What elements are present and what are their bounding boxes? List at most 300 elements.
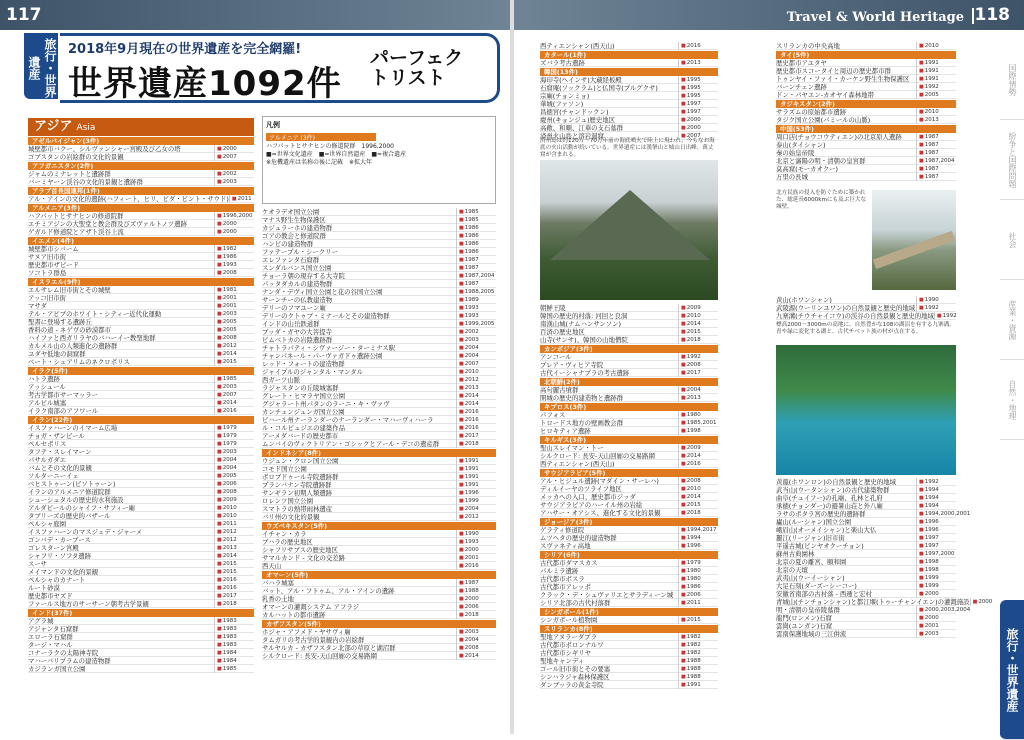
- heritage-name: クラック・デ・シュヴァリエとサラディーン城: [540, 590, 674, 599]
- heritage-name: 古代都市ポロンナルワ: [540, 640, 604, 649]
- heritage-year: ■ 2018: [678, 509, 718, 517]
- country-header: カザフスタン(5件): [262, 620, 496, 628]
- tab-travel-heritage[interactable]: 旅行・世界遺産: [1000, 600, 1024, 740]
- heritage-row: [262, 611, 496, 619]
- heritage-year: ■ 1997: [678, 100, 718, 108]
- left-header-bar: [0, 0, 510, 30]
- heritage-year: ■ 2016: [214, 576, 254, 584]
- heritage-year: ■ 2010: [214, 504, 254, 512]
- country-header: ジョージア(3件): [540, 518, 718, 526]
- list-column-4b-body: [776, 296, 956, 320]
- legend-box: [262, 116, 496, 204]
- heritage-year: ■ 2014: [678, 452, 718, 460]
- heritage-row: [776, 312, 956, 320]
- heritage-year: ■ 2009: [678, 304, 718, 312]
- country-header: アゼルバイジャン(3件): [28, 137, 254, 145]
- heritage-name: ゴンバデ・カーブース: [28, 535, 91, 544]
- heritage-year: ■ 2007: [678, 132, 718, 140]
- heritage-year: ■ 1991: [916, 59, 956, 67]
- heritage-name: トゥンヤイ・ファイ・カーケン野生生物保護区: [776, 74, 910, 83]
- heritage-row: [776, 42, 956, 50]
- heritage-row: [262, 513, 496, 521]
- heritage-year: ■ 2014: [214, 552, 254, 560]
- heritage-year: ■ 1979: [214, 432, 254, 440]
- heritage-row: [28, 600, 254, 608]
- country-header: 韓国(13件): [540, 68, 718, 76]
- mountain-peak-shape: [550, 190, 710, 260]
- country-header: インドネシア(8件): [262, 449, 496, 457]
- heritage-name: ジャイプルのジャンタル・マンタル: [262, 367, 364, 376]
- heritage-year: ■ 1986: [456, 248, 496, 256]
- heritage-name: 古代都市ボスラ: [540, 574, 585, 583]
- heritage-year: ■ 1997,2000: [916, 550, 956, 558]
- heritage-year: ■ 1979: [678, 559, 718, 567]
- heritage-year: ■ 2009: [678, 444, 718, 452]
- heritage-year: ■ 1990: [456, 530, 496, 538]
- country-header: イスラエル(9件): [28, 278, 254, 286]
- list-column-4c-body: [776, 477, 993, 638]
- heritage-name: メイマンドの文化的景観: [28, 567, 99, 576]
- heritage-year: ■ 2003: [916, 630, 956, 638]
- heritage-name: サルヤルカ - カザフスタン北部の草原と湖沼群: [262, 643, 396, 652]
- heritage-year: ■ 2013: [456, 384, 496, 392]
- heritage-year: ■ 1990: [916, 296, 956, 304]
- heritage-year: ■ 1993: [456, 312, 496, 320]
- heritage-name: 開城の歴史的建造物と遺跡群: [540, 393, 624, 402]
- heritage-year: ■ 2007: [214, 391, 254, 399]
- heritage-name: アーメダバードの歴史都市: [262, 431, 339, 440]
- heritage-year: ■ 2014: [678, 320, 718, 328]
- heritage-year: ■ 2000: [970, 598, 993, 606]
- heritage-year: ■ 1983: [214, 633, 254, 641]
- heritage-year: ■ 2016: [456, 416, 496, 424]
- heritage-name: バーンチェン遺跡: [776, 82, 827, 91]
- photo-great-wall: [872, 190, 956, 290]
- heritage-year: ■ 2006: [214, 480, 254, 488]
- heritage-name: 麗江(リージャン)旧市街: [776, 533, 845, 542]
- heritage-name: 雲南保護地域の三江併流: [776, 629, 847, 638]
- heritage-year: ■ 1987: [916, 133, 956, 141]
- heritage-name: サウジアラビアのハーイル州の岩絵: [540, 500, 643, 509]
- heritage-year: ■ 2004: [456, 352, 496, 360]
- heritage-year: ■ 2013: [678, 394, 718, 402]
- heritage-name: 龍門(ロンメン)石窟: [776, 613, 832, 622]
- heritage-year: ■ 1998: [678, 427, 718, 435]
- page-number-right: 118: [974, 5, 1010, 25]
- heritage-name: ハイファと西ガリラヤのバハーイー教聖地群: [28, 333, 156, 342]
- region-name: アジア: [34, 119, 73, 134]
- tab-international[interactable]: 国際情勢: [1000, 40, 1024, 120]
- heritage-year: ■ 2005: [916, 91, 956, 99]
- heritage-name: シンハラジャ森林保護区: [540, 672, 610, 681]
- heritage-year: ■ 2003: [214, 448, 254, 456]
- heritage-name: カジュラーホの建造物群: [262, 223, 333, 232]
- heritage-year: ■ 2010: [456, 368, 496, 376]
- heritage-name: ハフパットとサナヒンの修道院群: [28, 211, 124, 220]
- heritage-name: 北京の天壇: [776, 565, 808, 574]
- heritage-year: ■ 2004: [678, 386, 718, 394]
- heritage-year: ■ 1989: [456, 296, 496, 304]
- heritage-name: 聖山スレイマン・トー: [540, 443, 604, 452]
- heritage-year: ■ 1987: [916, 165, 956, 173]
- heritage-name: ゴール旧市街とその要塞: [540, 664, 611, 673]
- heritage-year: ■ 2011: [678, 599, 718, 607]
- heritage-name: 慶州(キョンジュ)歴史地区: [540, 115, 615, 124]
- heritage-row: [540, 369, 718, 377]
- heritage-name: カジランガ国立公園: [28, 664, 86, 673]
- heritage-year: ■ 1979: [214, 424, 254, 432]
- heritage-name: アッシュール: [28, 382, 66, 391]
- heritage-name: 西ガーツ山脈: [262, 375, 301, 384]
- heritage-year: ■ 1986: [456, 224, 496, 232]
- heritage-year: ■ 2008: [678, 361, 718, 369]
- heritage-year: ■ 1980: [678, 567, 718, 575]
- heritage-name: 海印寺(ヘインサ)大蔵経板殿: [540, 75, 622, 84]
- heritage-name: シルクロード: 長安-天山回廊の交易路網: [540, 451, 655, 460]
- heritage-year: ■ 1988: [456, 587, 496, 595]
- heritage-year: ■ 2000: [214, 220, 254, 228]
- heritage-name: ズバラ考古遺跡: [540, 58, 585, 67]
- heritage-year: ■ 2017: [456, 432, 496, 440]
- heritage-name: ハンピの建造物群: [262, 239, 314, 248]
- heritage-year: ■ 1998: [916, 558, 956, 566]
- heritage-year: ■ 2003: [214, 310, 254, 318]
- heritage-year: ■ 1987,2004: [456, 272, 496, 280]
- heritage-year: ■ 1992: [916, 478, 956, 486]
- heritage-year: ■ 1986: [456, 240, 496, 248]
- title-perfect-list: パーフェクトリスト: [370, 47, 464, 89]
- heritage-name: コモド国立公園: [262, 464, 307, 473]
- heritage-year: ■ 1987: [916, 173, 956, 181]
- heritage-name: ソコトラ群島: [28, 268, 67, 277]
- heritage-name: ペルセポリス: [28, 439, 67, 448]
- heritage-name: マサダ: [28, 301, 47, 310]
- heritage-year: ■ 2006: [678, 591, 718, 599]
- heritage-name: 南漢山城(ナムハンサンソン): [540, 319, 622, 328]
- heritage-name: チャトラパティ・シヴァージー・ターミナス駅: [262, 343, 396, 352]
- heritage-year: ■ 2000: [214, 228, 254, 236]
- heritage-name: 西天山: [262, 561, 282, 570]
- list-column-2: [262, 208, 496, 660]
- side-tabs: [1000, 40, 1024, 712]
- heritage-year: ■ 2001: [214, 302, 254, 310]
- heritage-row: [28, 178, 254, 186]
- heritage-year: ■ 2004: [456, 505, 496, 513]
- heritage-year: ■ 2001: [916, 622, 956, 630]
- heritage-year: ■ 1994: [916, 494, 956, 502]
- heritage-year: ■ 1991: [456, 457, 496, 465]
- heritage-name: ビムベトカの岩陰遺跡群: [262, 335, 333, 344]
- title-main: 世界遺産1092件: [68, 64, 342, 104]
- country-header: イラク(5件): [28, 367, 254, 375]
- heritage-year: ■ 2016: [456, 424, 496, 432]
- heritage-name: アジャンタ石窟群: [28, 624, 79, 633]
- list-column-3-body: [540, 42, 718, 140]
- heritage-name: カルメル山の人類進化の遺跡群: [28, 341, 118, 350]
- heritage-name: ディルイーヤのツライフ地区: [540, 484, 622, 493]
- heritage-year: ■ 1992: [934, 312, 957, 320]
- heritage-name: ナンダ・デヴィ国立公園と花の谷国立公園: [262, 287, 383, 296]
- heritage-year: ■ 1980: [678, 575, 718, 583]
- heritage-name: 周口店(チョウコウティエン)の北京原人遺跡: [776, 132, 902, 141]
- country-header: サウジアラビア(5件): [540, 469, 718, 477]
- heritage-name: プレア・ヴィヒア寺院: [540, 360, 604, 369]
- heritage-name: 乳香の土地: [262, 594, 294, 603]
- heritage-name: 聖地キャンディ: [540, 656, 585, 665]
- heritage-year: ■ 2010: [678, 485, 718, 493]
- heritage-year: ■ 2015: [678, 328, 718, 336]
- heritage-year: ■ 1986: [456, 232, 496, 240]
- heritage-name: ムツヘタの歴史的建造物群: [540, 533, 617, 542]
- heritage-year: ■ 1995: [678, 84, 718, 92]
- heritage-year: ■ 2015: [678, 501, 718, 509]
- heritage-year: ■ 1988: [678, 657, 718, 665]
- heritage-year: ■ 2003: [214, 178, 254, 186]
- heritage-row: [262, 652, 496, 660]
- heritage-name: パフォス: [540, 410, 566, 419]
- heritage-name: スーサ: [28, 559, 47, 568]
- heritage-name: アル・アインの文化的遺跡(ハフィート、ヒリ、ビダ・ビント・サウド): [28, 194, 229, 203]
- heritage-year: ■ 2004: [214, 456, 254, 464]
- heritage-name: ゲラティ修道院: [540, 525, 585, 534]
- heritage-year: ■ 1986: [678, 583, 718, 591]
- right-header-bar: [514, 0, 1024, 30]
- heritage-name: マハーバリプラムの建造物群: [28, 656, 111, 665]
- heritage-name: テル・アビブのホワイト・シティー近代化運動: [28, 309, 162, 318]
- heritage-name: シューシュタルの歴史的水利施設: [28, 495, 124, 504]
- list-column-3b: [540, 304, 718, 689]
- photo-mountain: [540, 160, 718, 300]
- heritage-name: チョーラ朝の現存する大寺院: [262, 271, 345, 280]
- heritage-year: ■ 1982: [678, 633, 718, 641]
- heritage-year: ■ 1992: [916, 83, 956, 91]
- heritage-year: ■ 2007: [214, 153, 254, 161]
- heritage-row: [262, 440, 496, 448]
- heritage-name: 曲阜(チュイフー)の孔廟、孔林と孔府: [776, 493, 883, 502]
- heritage-name: ケオラデオ国立公園: [262, 207, 320, 216]
- heritage-year: ■ 1985: [456, 216, 496, 224]
- heritage-year: ■ 1994: [916, 486, 956, 494]
- heritage-year: ■ 2000: [678, 124, 718, 132]
- heritage-year: ■ 2006: [456, 603, 496, 611]
- heritage-name: 古代イーシャナプラの考古遺跡: [540, 368, 630, 377]
- heritage-year: ■ 1994,2017: [678, 526, 718, 534]
- list-column-4b: [776, 296, 956, 320]
- heritage-year: ■ 2002: [456, 328, 496, 336]
- country-header: キプロス(3件): [540, 403, 718, 411]
- country-header: 北朝鮮(2件): [540, 378, 718, 386]
- heritage-year: ■ 2007: [456, 360, 496, 368]
- heritage-year: ■ 1993: [456, 538, 496, 546]
- heritage-name: ブッダ・ガヤの大菩提寺: [262, 327, 332, 336]
- heritage-row: [540, 542, 718, 550]
- heritage-year: ■ 2011: [214, 520, 254, 528]
- country-header: キルギス(3件): [540, 436, 718, 444]
- heritage-name: 蘇州古典園林: [776, 549, 815, 558]
- heritage-name: エチミアジンの大聖堂と教会群及びズヴァルトノツ遺跡: [28, 219, 187, 228]
- heritage-year: ■ 2016: [214, 584, 254, 592]
- heritage-year: ■ 1996: [916, 526, 956, 534]
- heritage-year: ■ 2003: [214, 383, 254, 391]
- heritage-name: ムンバイのヴィクトリアン・ゴシックとアール・デコの遺産群: [262, 439, 440, 448]
- list-column-4-body: [776, 42, 956, 181]
- country-header: インド(37件): [28, 609, 254, 617]
- heritage-year: ■ 1988,2005: [456, 288, 496, 296]
- heritage-year: ■ 2015: [678, 616, 718, 624]
- heritage-year: ■ 2008: [214, 269, 254, 277]
- heritage-year: ■ 2017: [678, 369, 718, 377]
- heritage-name: エローラ石窟群: [28, 632, 73, 641]
- heritage-name: バリ州の文化的景観: [262, 512, 320, 521]
- tab-conflict[interactable]: 紛争と国際問題: [1000, 120, 1024, 200]
- heritage-year: ■ 1979: [214, 440, 254, 448]
- heritage-name: オマーンの灌漑システム アフラジ: [262, 602, 360, 611]
- heritage-name: グレート・ヒマラヤ国立公園: [262, 391, 346, 400]
- heritage-name: シャフリサブスの歴史地区: [262, 545, 338, 554]
- heritage-row: [776, 173, 956, 181]
- heritage-year: ■ 1991: [456, 473, 496, 481]
- heritage-name: 百済の歴史地区: [540, 327, 585, 336]
- heritage-name: ゴレスターン宮殿: [28, 543, 79, 552]
- heritage-row: [776, 630, 956, 638]
- heritage-year: ■ 2014: [214, 350, 254, 358]
- heritage-year: ■ 2011: [229, 195, 254, 203]
- heritage-name: 考古学都市サーマッラー: [28, 390, 99, 399]
- heritage-name: 華城(ファソン): [540, 99, 584, 108]
- legend-line: ※危機遺産は名称の後に記載 ※拡大年: [266, 159, 373, 166]
- heritage-name: 歴史都市ザビード: [28, 260, 79, 269]
- country-header: タジキスタン(2件): [776, 100, 956, 108]
- heritage-year: ■ 1992: [678, 353, 718, 361]
- heritage-name: 承徳(チョンダー)の避暑山荘と外八廟: [776, 501, 883, 510]
- heritage-year: ■ 1995: [678, 76, 718, 84]
- heritage-row: [540, 42, 718, 50]
- region-name-en: Asia: [76, 123, 96, 133]
- heritage-year: ■ 1984: [214, 657, 254, 665]
- heritage-name: 九寨溝(チウチャイコウ)の渓谷の自然景観と歴史的地域: [776, 311, 934, 320]
- heritage-year: ■ 1982: [678, 649, 718, 657]
- heritage-name: 済州火山島と溶岩洞窟: [540, 131, 604, 140]
- heritage-name: 昌徳宮(チャンドックン): [540, 107, 609, 116]
- heritage-year: ■ 1995: [678, 92, 718, 100]
- heritage-name: シルクロード: 長安-天山回廊の交易路網: [262, 651, 377, 660]
- heritage-name: デリーのフマユーン廟: [262, 303, 326, 312]
- heritage-year: ■ 1987: [916, 149, 956, 157]
- heritage-year: ■ 2014: [456, 652, 496, 660]
- heritage-year: ■ 2008: [456, 644, 496, 652]
- legend-line: ■=世界文化遺産 ■=世界自然遺産 ■=複合遺産: [266, 151, 407, 158]
- heritage-year: ■ 2000,2003,2004: [916, 606, 956, 614]
- heritage-year: ■ 1982: [678, 641, 718, 649]
- heritage-name: アンコール: [540, 352, 572, 361]
- heritage-year: ■ 2014: [678, 493, 718, 501]
- heritage-year: ■ 1999: [916, 574, 956, 582]
- heritage-year: ■ 1992: [916, 304, 956, 312]
- heritage-name: 北京の夏の離宮、頤和園: [776, 557, 847, 566]
- heritage-year: ■ 1985: [456, 208, 496, 216]
- heritage-name: レッド・フォートの建造物群: [262, 359, 345, 368]
- heritage-year: ■ 1996: [678, 542, 718, 550]
- heritage-name: ファテープル・シークリー: [262, 247, 338, 256]
- heritage-name: アッコ旧市街: [28, 293, 66, 302]
- heritage-year: ■ 2015: [214, 560, 254, 568]
- heritage-year: ■ 2004: [214, 464, 254, 472]
- heritage-name: ドン・パヤエン-カオヤイ森林地帯: [776, 90, 874, 99]
- heritage-year: ■ 1996: [456, 489, 496, 497]
- tab-industry[interactable]: 産業・資源: [1000, 280, 1024, 360]
- heritage-name: 黄山(ホワンシャン): [776, 295, 832, 304]
- heritage-name: ベート・シェアリムのネクロポリス: [28, 357, 130, 366]
- heritage-name: ユダヤ低地の洞窟群: [28, 349, 86, 358]
- heritage-year: ■ 2016: [456, 562, 496, 570]
- heritage-year: ■ 2005: [214, 326, 254, 334]
- heritage-year: ■ 2013: [678, 59, 718, 67]
- heritage-name: サヌア旧市街: [28, 252, 67, 261]
- heritage-name: ヒロキティア遺跡: [540, 426, 591, 435]
- heritage-year: ■ 2016: [456, 408, 496, 416]
- tab-society[interactable]: 社会: [1000, 200, 1024, 280]
- heritage-name: トロードス地方の壁画教会群: [540, 418, 624, 427]
- heritage-row: [540, 460, 718, 468]
- heritage-name: 歴史都市ヤズド: [28, 591, 73, 600]
- heritage-year: ■ 1980: [678, 411, 718, 419]
- heritage-year: ■ 1987: [456, 256, 496, 264]
- heritage-year: ■ 2016: [214, 407, 254, 415]
- heritage-name: インドの山岳鉄道群: [262, 319, 320, 328]
- country-header: カンボジア(3件): [540, 345, 718, 353]
- heritage-name: イチャン・カラ: [262, 529, 307, 538]
- title-subtitle: 2018年9月現在の世界遺産を完全網羅!: [68, 42, 302, 57]
- heritage-name: ゴアの教会と修道院群: [262, 231, 326, 240]
- heritage-name: 山寺(サンサ)、韓国の山地僧院: [540, 335, 628, 344]
- heritage-name: 平遥古城(ピンヤオクーチョン): [776, 541, 864, 550]
- heritage-year: ■ 1999: [456, 497, 496, 505]
- tab-nature[interactable]: 自然・地理: [1000, 360, 1024, 440]
- heritage-name: タフテ・スレイマーン: [28, 447, 92, 456]
- heritage-year: ■ 2014: [456, 392, 496, 400]
- heritage-year: ■ 2012: [214, 342, 254, 350]
- heritage-name: ゴブスタンの岩絵群の文化的景観: [28, 152, 124, 161]
- heritage-name: アル・ヒジュル遺跡(マダイン・サーレハ): [540, 476, 659, 485]
- legend-line: アルメニア (3件): [266, 133, 376, 141]
- heritage-year: ■ 1987,2004: [916, 157, 956, 165]
- heritage-name: タムガリの考古学的景観内の岩絵群: [262, 635, 365, 644]
- heritage-year: ■ 1983: [214, 625, 254, 633]
- heritage-name: 西ティエンシャン(西天山): [540, 41, 615, 50]
- heritage-name: エレファンタ石窟群: [262, 255, 320, 264]
- heritage-year: ■ 2004: [456, 344, 496, 352]
- heritage-name: サラズムの原始都市遺跡: [776, 107, 847, 116]
- heritage-year: ■ 2010: [678, 312, 718, 320]
- heritage-name: 廬山(ルーシャン)国立公園: [776, 517, 852, 526]
- heritage-year: ■ 1991: [916, 75, 956, 83]
- heritage-name: 古代都市アレッポ: [540, 582, 591, 591]
- heritage-year: ■ 1997: [678, 108, 718, 116]
- heritage-year: ■ 2018: [456, 611, 496, 619]
- photo-caption-jeju: 済州島は約120万～70万年前の海底噴火で陸上に現われ、今もなお海底の火山活動が続いている。世界遺産には漢拏山と城山日出峰、萬丈窟が含まれる。: [540, 138, 715, 158]
- legend-title: 凡例: [266, 121, 280, 129]
- heritage-name: チョガ・ザンビール: [28, 431, 85, 440]
- heritage-name: サーンチーの仏教建造物: [262, 295, 333, 304]
- heritage-name: サンギラン初期人類遺跡: [262, 488, 332, 497]
- heritage-year: ■ 2018: [214, 600, 254, 608]
- heritage-year: ■ 1987: [456, 264, 496, 272]
- heritage-name: ウジュン・クロン国立公園: [262, 456, 339, 465]
- heritage-year: ■ 1991: [678, 681, 718, 689]
- heritage-name: デリーのクトゥブ・ミナールとその建造物群: [262, 311, 390, 320]
- heritage-name: 香料の道 - ネゲヴの砂漠都市: [28, 325, 112, 334]
- heritage-name: 莫高窟(モーカオクー): [776, 164, 838, 173]
